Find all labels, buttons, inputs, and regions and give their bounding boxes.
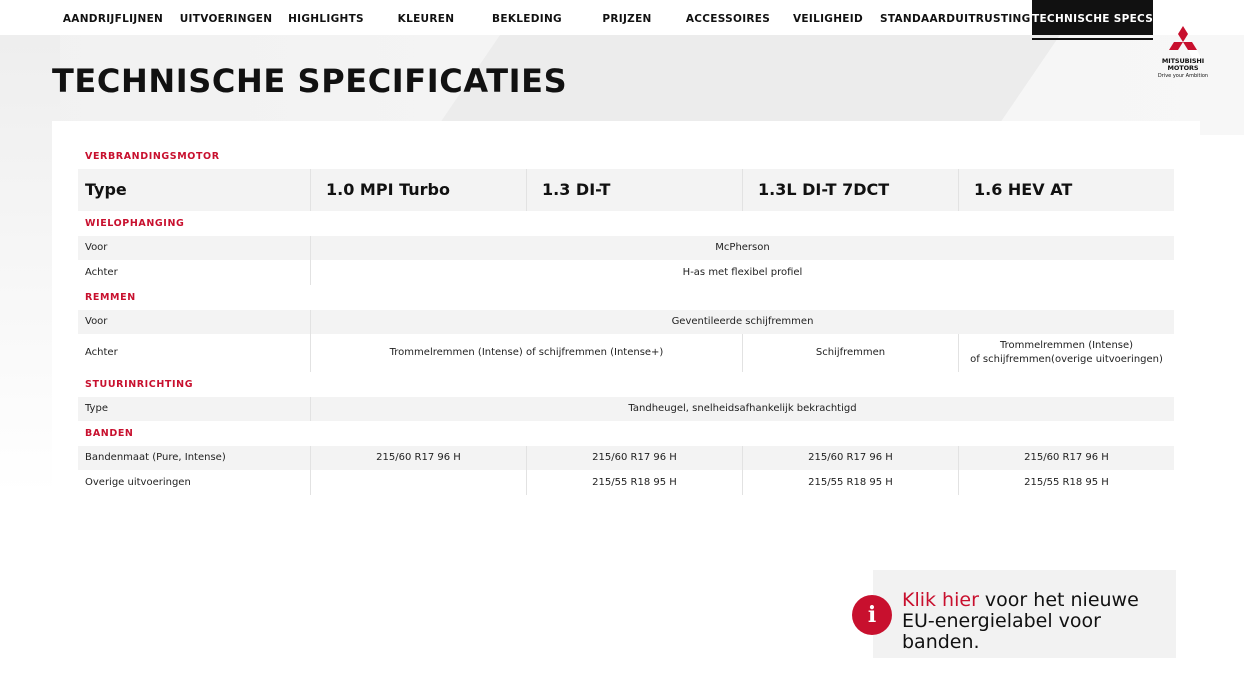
row-value: 215/55 R18 95 H [958, 470, 1174, 495]
nav-item-bekleding[interactable]: BEKLEDING [492, 13, 562, 25]
row-label: Overige uitvoeringen [85, 476, 191, 488]
section-label-tires: BANDEN [85, 428, 134, 439]
row-value: 215/60 R17 96 H [526, 446, 742, 470]
table-row [78, 236, 1174, 260]
row-value: H-as met flexibel profiel [310, 260, 1174, 285]
logo-tagline: Drive your Ambition [1157, 73, 1209, 79]
row-value: 215/55 R18 95 H [742, 470, 958, 495]
row-label: Achter [85, 266, 118, 278]
nav-item-kleuren[interactable]: KLEUREN [397, 13, 455, 25]
row-value [958, 334, 1174, 372]
nav-active-underline [1032, 38, 1153, 40]
row-value: 215/55 R18 95 H [526, 470, 742, 495]
row-value-line2: of schijfremmen(overige uitvoeringen) [970, 354, 1163, 365]
row-label: Achter [85, 347, 118, 358]
engine-column-1: 1.0 MPI Turbo [310, 169, 526, 211]
table-row [78, 260, 1174, 285]
nav-item-technische-specs[interactable]: TECHNISCHE SPECS [1032, 0, 1153, 35]
engine-column-4: 1.6 HEV AT [958, 169, 1174, 211]
row-value: McPherson [310, 236, 1174, 260]
row-value-line1: Trommelremmen (Intense) [999, 340, 1134, 351]
section-label-engine: VERBRANDINGSMOTOR [85, 151, 220, 162]
nav-item-prijzen[interactable]: PRIJZEN [602, 13, 652, 25]
row-label: Voor [85, 242, 108, 253]
eu-label-link[interactable]: Klik hier [902, 589, 979, 611]
row-label: Bandenmaat (Pure, Intense) [85, 452, 226, 463]
three-diamonds-icon [1165, 26, 1201, 58]
eu-label-text-rest: voor het nieuwe [978, 589, 1139, 611]
row-value: 215/60 R17 96 H [742, 446, 958, 470]
nav-item-standaarduitrusting[interactable]: STANDAARDUITRUSTING [880, 13, 1031, 25]
nav-item-highlights[interactable]: HIGHLIGHTS [288, 13, 364, 25]
engine-type-label: Type [85, 180, 127, 199]
page-title: TECHNISCHE SPECIFICATIES [52, 62, 568, 100]
logo-wordmark-line1: MITSUBISHI [1161, 57, 1205, 65]
top-nav [0, 0, 1244, 35]
logo-wordmark-line2: MOTORS [1167, 64, 1199, 72]
nav-item-accessoires[interactable]: ACCESSOIRES [685, 13, 771, 25]
nav-item-aandrijflijnen[interactable]: AANDRIJFLIJNEN [62, 13, 164, 25]
background-fade [0, 35, 60, 495]
nav-item-veiligheid[interactable]: VEILIGHEID [792, 13, 863, 25]
row-label: Voor [85, 316, 108, 327]
row-value: Tandheugel, snelheidsafhankelijk bekrachtigd [310, 397, 1174, 421]
table-row [78, 310, 1174, 334]
row-value [310, 470, 526, 495]
row-value: Schijfremmen [742, 334, 958, 372]
mitsubishi-logo[interactable] [1148, 26, 1218, 92]
section-label-brakes: REMMEN [85, 292, 136, 303]
row-label: Type [85, 403, 108, 414]
eu-label-text-line2: EU-energielabel voor banden. [902, 610, 1101, 653]
section-label-steering: STUURINRICHTING [85, 379, 194, 390]
row-value: Geventileerde schijfremmen [310, 310, 1174, 334]
table-row [78, 470, 1174, 495]
nav-item-uitvoeringen[interactable]: UITVOERINGEN [179, 13, 273, 25]
row-value: 215/60 R17 96 H [310, 446, 526, 470]
table-row [78, 334, 1174, 372]
row-value: 215/60 R17 96 H [958, 446, 1174, 470]
table-row [78, 446, 1174, 470]
info-icon[interactable]: i [852, 595, 892, 635]
row-value: Trommelremmen (Intense) of schijfremmen (Intense+) [310, 334, 742, 372]
engine-column-2: 1.3 DI-T [526, 169, 742, 211]
table-row [78, 397, 1174, 421]
section-label-suspension: WIELOPHANGING [85, 218, 185, 229]
engine-column-3: 1.3L DI-T 7DCT [742, 169, 958, 211]
engine-type-row [78, 169, 1174, 211]
eu-label-text [902, 590, 1172, 653]
